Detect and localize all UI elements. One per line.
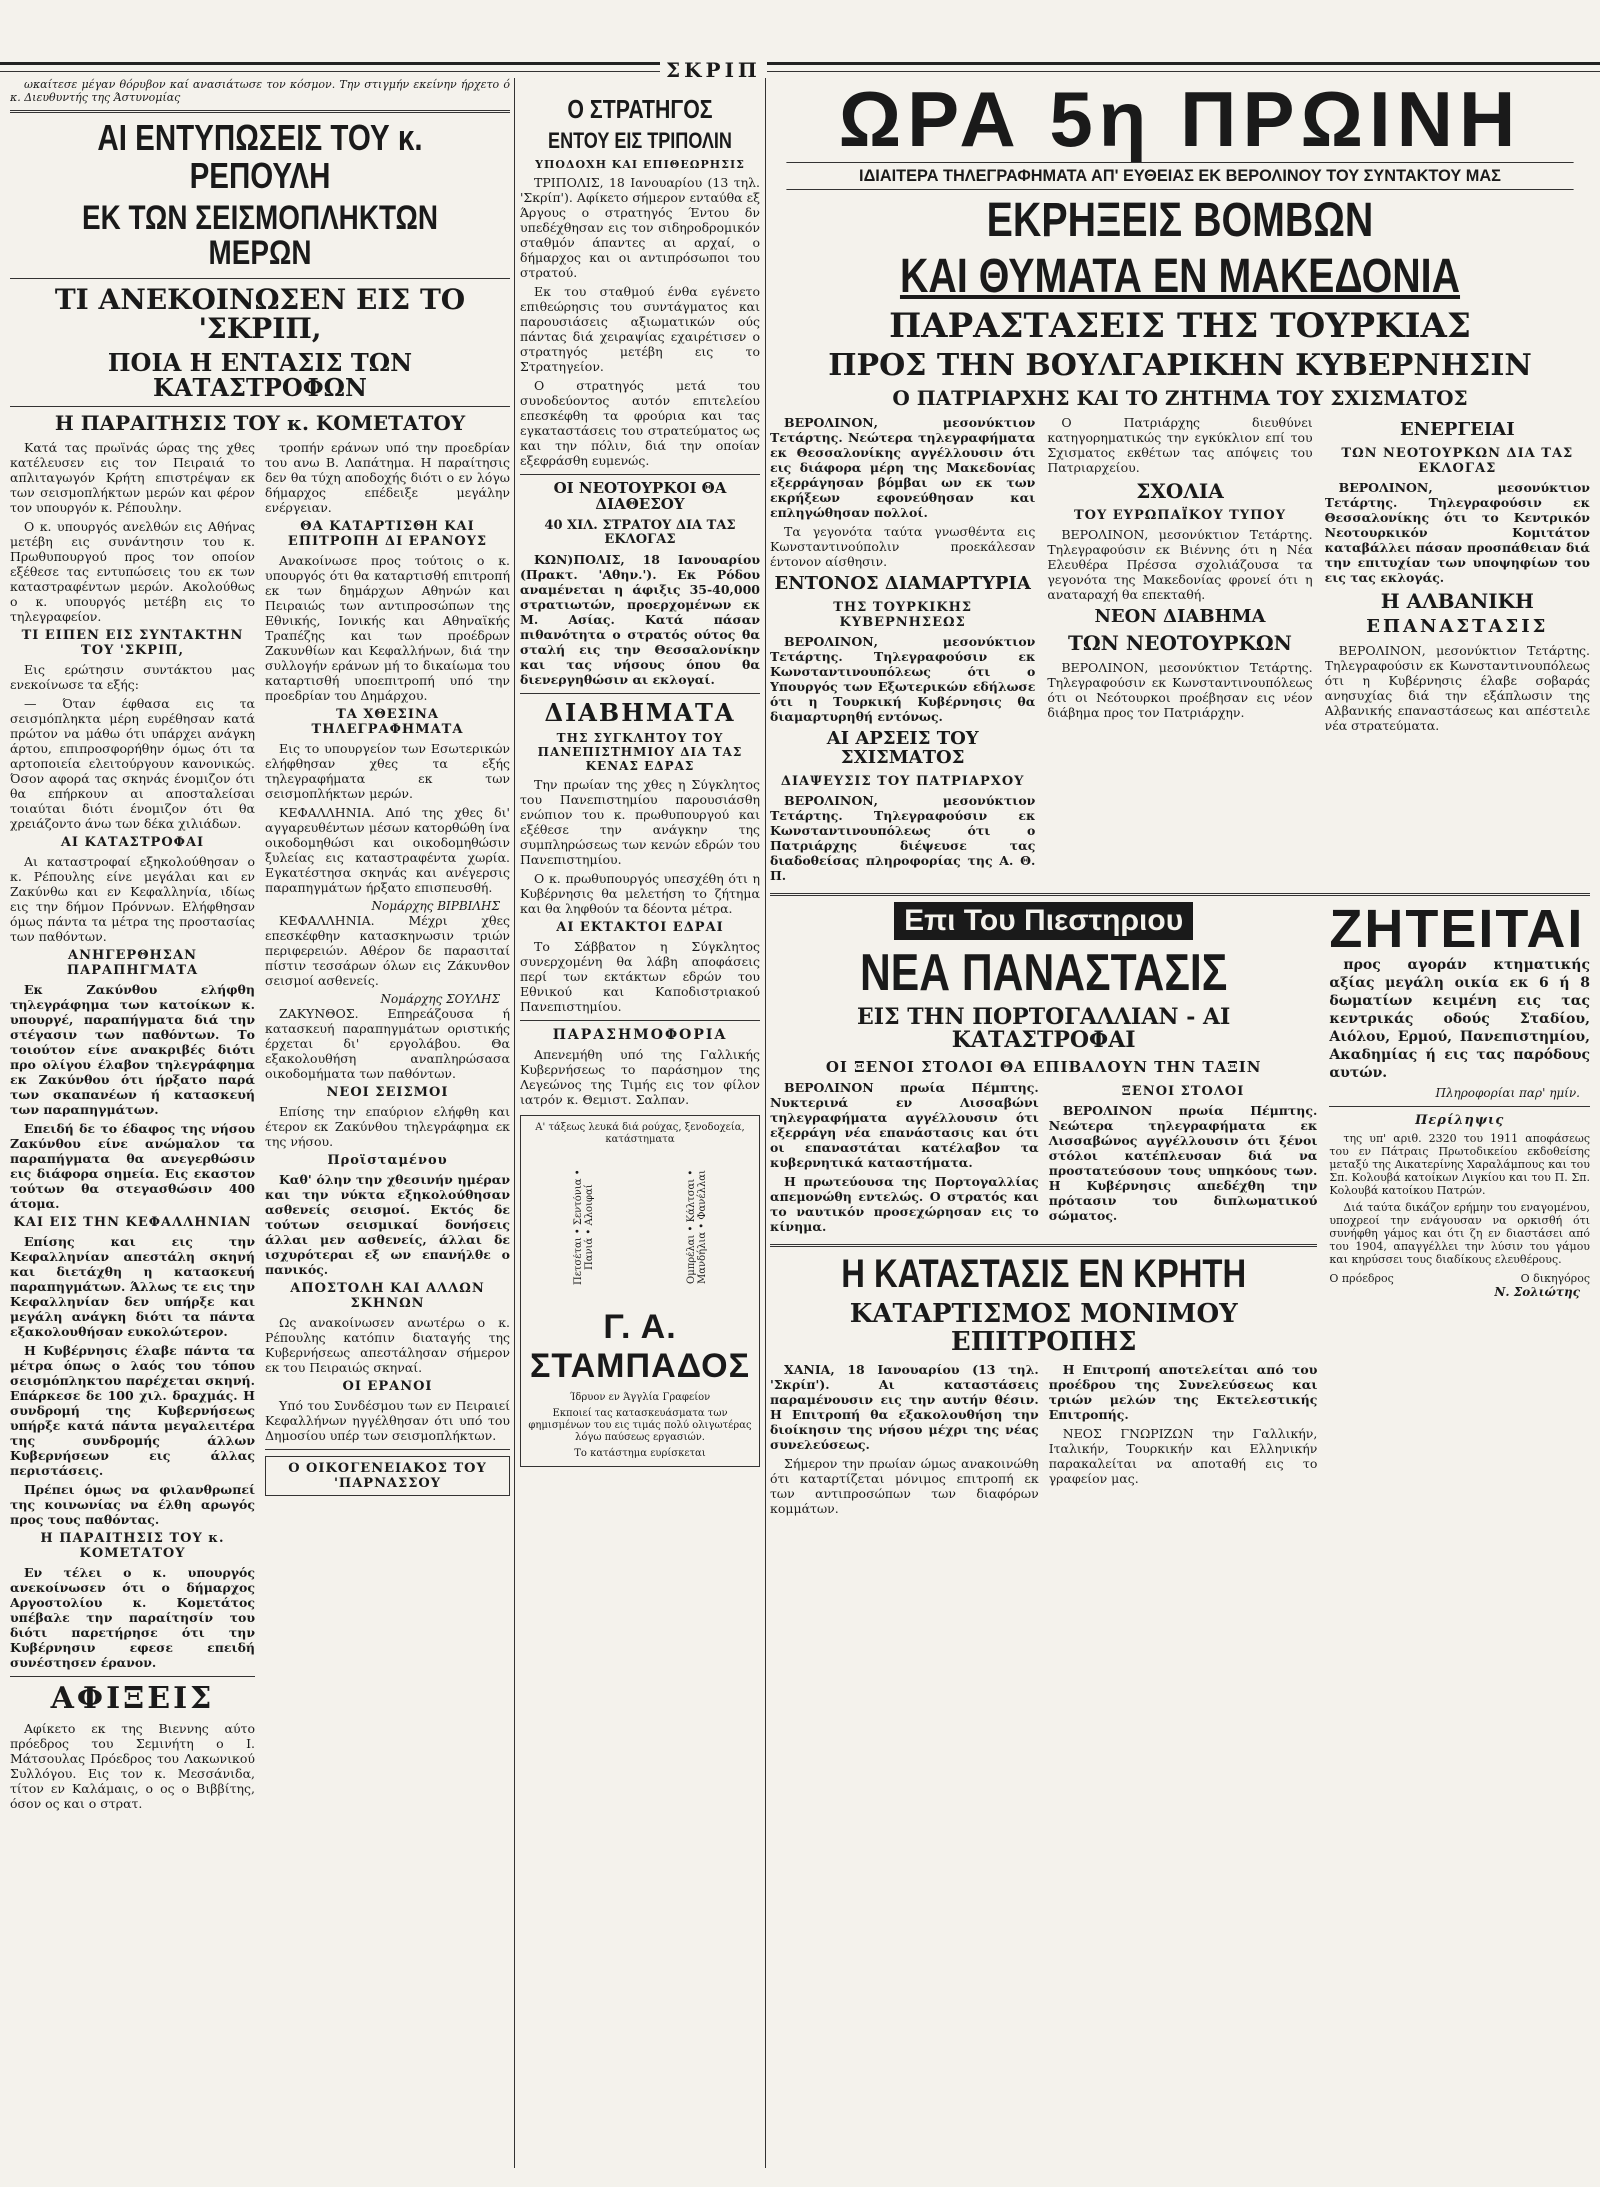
paragraph: Καθ' όλην την χθεσινήν ημέραν και την νύκτα εξηκολούθησαν ασθενείς σεισμοί. Εκτός δε τούτων σεισμικαί δονήσεις άλλαι μεν ασθενείς, άλλαι δε ισχυρότεραι εξ ων επανήλθε ο πανικός. bbox=[265, 1172, 510, 1278]
subheading: ΑΠΟΣΤΟΛΗ ΚΑΙ ΑΛΛΩΝ ΣΚΗΝΩΝ bbox=[290, 1281, 485, 1312]
signature-lawyer: Ο δικηγόρος bbox=[1520, 1271, 1590, 1285]
masthead-title: ΣΚΡΙΠ bbox=[660, 58, 767, 82]
paragraph: Ο κ. πρωθυπουργός υπεσχέθη ότι η Κυβέρνησις θα μελετήση το ζήτημα και θα ληφθούν τα δέοντα μέτρα. bbox=[520, 871, 760, 917]
crete-a bbox=[770, 1362, 1039, 1520]
summary-signatures bbox=[1329, 1272, 1590, 1285]
subheading: ΑΙ ΕΚΤΑΚΤΟΙ ΕΔΡΑΙ bbox=[556, 920, 724, 936]
paragraph: Ανακοίνωσε προς τούτοις ο κ. υπουργός ότι θα καταρτισθή επιτροπή εκ των δημάρχων Αθηνών και Πειραιώς των αντιπροσώπων της Εθνικής, Ιονικής και Αθηναϊκής Τραπέζης και των προέδρων Ζακυνθίων και Κεφαλλήνων, διά την συλλογήν εράνων μή το δικαίωμα του καταρτισθή υποεπιτροπή υπό την προεδρίαν του Δημάρχου. bbox=[265, 553, 510, 704]
box-heading: Ο ΟΙΚΟΓΕΝΕΙΑΚΟΣ ΤΟΥ 'ΠΑΡΝΑΣΣΟΥ bbox=[265, 1456, 510, 1496]
crete-columns bbox=[770, 1362, 1317, 1520]
divider bbox=[10, 278, 510, 279]
ad-name: Γ. Α. ΣΤΑΜΠΑΔΟΣ bbox=[529, 1308, 750, 1386]
telegram-band: ΙΔΙΑΙΤΕΡΑ ΤΗΛΕΓΡΑΦΗΜΑΤΑ ΑΠ' ΕΥΘΕΙΑΣ ΕΚ ΒΕΡΟΛΙΝΟΥ ΤΟΥ ΣΥΝΤΑΚΤΟΥ ΜΑΣ bbox=[786, 162, 1573, 190]
paragraph: Την πρωίαν της χθες η Σύγκλητος του Πανεπιστημίου παρουσιάσθη ενώπιον του κ. πρωθυπουργού και εξέθεσε την ανάγκην της συμπληρώσεως των κενών εδρών του Πανεπιστημίου. bbox=[520, 777, 760, 868]
right-inner-columns bbox=[770, 415, 1590, 887]
right-headline-7: ΕΙΣ ΤΗΝ ΠΟΡΤΟΓΑΛΛΙΑΝ - ΑΙ ΚΑΤΑΣΤΡΟΦΑΙ bbox=[857, 1004, 1231, 1054]
middle-headline-1: Ο ΣΤΡΑΤΗΓΟΣ bbox=[567, 94, 713, 124]
paragraph: ΒΕΡΟΛΙΝΟΝ, μεσονύκτιον Τετάρτης. Τηλεγραφούσιν εκ Κωνσταντινουπόλεως ότι η Κυβέρνησις έλαβε σοβαράς ανησυχίας διά την εξάπλωσιν της Αλβανικής επαναστάσεως και απέστειλε νέα στρατεύματα. bbox=[1324, 642, 1590, 733]
paragraph: ΒΕΡΟΛΙΝΟΝ πρωία Πέμπτης. Νυκτερινά εν Λισσαβώνι τηλεγραφήματα αγγέλλουσιν ότι εξερράγη νέα επανάστασις και ότι οι επαναστάται κατέλαβον τα κυβερνητικά καταστήματα. bbox=[770, 1080, 1039, 1171]
paragraph: Αφίκετο εκ της Βιεννης αύτο πρόεδρος του Σεμινήτη ο Ι. Μάτσουλας Πρόεδρος του Λακωνικού Συλλόγου. Εις τον κ. Μεσσάνιδα, τίτον εν Καλάμαις, ο ος ο Βιββίτης, όσον ος και ο στρατ. bbox=[10, 1720, 255, 1811]
press-pill-wrap bbox=[770, 902, 1317, 940]
paragraph: Εν τέλει ο κ. υπουργός ανεκοίνωσεν ότι ο δήμαρχος Αργοστολίου κ. Κομετάτος υπέβαλε την παραίτησίν του διότι παρετήρησε ότι την Κυβέρνησιν εφεσε επειδή συνέστησεν έρανον. bbox=[10, 1565, 255, 1671]
subhead: ΤΩΝ ΝΕΟΤΟΥΡΚΩΝ bbox=[1068, 630, 1292, 655]
subheading: ΟΙ ΕΡΑΝΟΙ bbox=[342, 1379, 433, 1395]
right-headline-8: ΟΙ ΞΕΝΟΙ ΣΤΟΛΟΙ ΘΑ ΕΠΙΒΑΛΟΥΝ ΤΗΝ ΤΑΞΙΝ bbox=[825, 1058, 1262, 1077]
right-headline-3: ΠΑΡΑΣΤΑΣΕΙΣ ΤΗΣ ΤΟΥΡΚΙΑΣ bbox=[889, 305, 1471, 346]
middle-headline-6: ΠΑΡΑΣΗΜΟΦΟΡΙΑ bbox=[552, 1027, 728, 1044]
signature: Νομάρχης ΒΙΡΒΙΛΗΣ bbox=[371, 899, 500, 914]
subhead: ΕΝΤΟΝΟΣ ΔΙΑΜΑΡΤΥΡΙΑ bbox=[774, 572, 1031, 594]
divider bbox=[10, 406, 510, 407]
summary-title: Περίληψις bbox=[1415, 1112, 1505, 1128]
ad-columns bbox=[527, 1152, 753, 1302]
paragraph: Απενεμήθη υπό της Γαλλικής Κυβερνήσεως το παράσημον της Λεγεώνος της Τιμής εις τον φίλον ιατρόν κ. Θεμιστ. Σαλπαν. bbox=[520, 1047, 760, 1108]
middle-headline-5: ΔΙΑΒΗΜΑΤΑ bbox=[544, 698, 736, 728]
middle-subheadline: ΥΠΟΔΟΧΗ ΚΑΙ ΕΠΙΘΕΩΡΗΣΙΣ bbox=[535, 158, 745, 172]
subhead: ΕΝΕΡΓΕΙΑΙ bbox=[1399, 418, 1515, 440]
paragraph: Αι καταστροφαί εξηκολούθησαν ο κ. Ρέπουλης είνε μεγάλαι και εν Ζακύνθω και εν Κεφαλληνία, ιδίως εις την δήμον Πρόννων. Ελήφθησαν όμως πάντα τα μέτρα της προστασίας των παθόντων. bbox=[10, 854, 255, 945]
portugal-columns bbox=[770, 1080, 1317, 1238]
paragraph: — Όταν έφθασα εις τα σεισμόπληκτα μέρη ευρέθησαν κατά πρώτον να μάθω ότι υπάρχει ανάγκη άρτου, επιπροσφορήθην όμως ότι τα αρτοποιεία ελειτούργουν κανονικώς. Όσον αφορά τας σκηνάς ένομιζον ότι θα επήρκουν αι αποσταλείσαι τοιαύται διότι ένομιζον ότι θα χρειάζοντο άνω των δέκα χιλιάδων. bbox=[10, 696, 255, 832]
left-headline-4: ΠΟΙΑ Η ΕΝΤΑΣΙΣ ΤΩΝ ΚΑΤΑΣΤΡΟΦΩΝ bbox=[107, 347, 413, 402]
subhead: Η ΑΛΒΑΝΙΚΗ bbox=[1380, 588, 1534, 613]
ad-list: Ομπρέλαι • Κάλτσαι • Μανδήλια • Φανέλλαι bbox=[685, 1170, 708, 1285]
paragraph: ΒΕΡΟΛΙΝΟΝ πρωία Πέμπτης. Νεώτερα τηλεγραφήματα εκ Λισσαβώνος αγγέλλουσιν ότι ξένοι στόλοι κατέπλευσαν διά να προστατεύσουν τους υπηκόους των. Η Κυβέρνησις απεδέχθη την πρότασιν του διπλωματικού σώματος. bbox=[1048, 1103, 1318, 1224]
portugal-a bbox=[770, 1080, 1039, 1238]
left-headline-1: ΑΙ ΕΝΤΥΠΩΣΕΙΣ ΤΟΥ κ. ΡΕΠΟΥΛΗ bbox=[97, 117, 423, 196]
ad-sub: Ίδρυον εν Άγγλία Γραφείον bbox=[569, 1392, 711, 1404]
paragraph: ΒΕΡΟΛΙΝΟΝ, μεσονύκτιον Τετάρτης. Τηλεγραφούσιν εκ Θεσσαλονίκης ότι το Κεντρικόν Νεοτουρκικόν Κομιτάτον καταβάλλει πάσαν προσπάθειαν διά την επιτυχίαν των υποψηφίων του εις τας εκλογάς. bbox=[1324, 479, 1590, 585]
paragraph: Σήμερον την πρωίαν ώμως ανακοινώθη ότι καταρτίζεται μόνιμος επιτροπή εκ των αντιπροσώπων των διαφόρων κομμάτων. bbox=[770, 1456, 1039, 1517]
ad-list: Πετσέται • Σεντόνια • Πανιά • Αλοιφαί bbox=[572, 1169, 595, 1286]
subheading: Προϊσταμένου bbox=[327, 1153, 448, 1169]
paragraph: ΒΕΡΟΛΙΝΟΝ, μεσονύκτιον Τετάρτης. Τηλεγραφούσιν εκ Βιέννης ότι η Νέα Ελευθέρα Πρέσσα σχολιάζουσα τα γεγονότα της Μακεδονίας φρονεί ότι η αναταραχή θα επεκταθή. bbox=[1047, 526, 1313, 602]
paragraph: ΚΕΦΑΛΛΗΝΙΑ. Μέχρι χθες επεσκέφθην κατασκηνωσιν τριών περιφερειών. Αθέρον δε παρασιταί πίστιν τεσσάρων όλων εις Ζάκυνθον σεισμοί ασθενείς. bbox=[265, 913, 510, 989]
right-subcol-a bbox=[770, 415, 1035, 887]
paragraph: Εις ερώτησιν συντάκτου μας ενεκοίνωσε τα εξής: bbox=[10, 662, 255, 693]
subhead: ΤΟΥ ΕΥΡΩΠΑΪΚΟΥ ΤΥΠΟΥ bbox=[1073, 507, 1287, 523]
left-column bbox=[10, 78, 510, 2178]
paragraph: Ο κ. υπουργός ανελθών εις Αθήνας μετέβη εις συνάντησιν του κ. Πρωθυπουργού προς τον οποίον εξέθεσε τας εντυπώσεις του εκ των καταστραφέντων μερών. Ακολούθως ο κ. υπουργός μετέβη εις το τηλεγραφείον. bbox=[10, 519, 255, 625]
right-lower bbox=[770, 902, 1590, 1520]
paragraph: Επίσης την επαύριον ελήφθη και έτερον εκ Ζακύνθου τηλεγράφημα εκ της νήσου. bbox=[265, 1104, 510, 1150]
subheading: ΞΕΝΟΙ ΣΤΟΛΟΙ bbox=[1121, 1084, 1245, 1100]
paragraph: ΒΕΡΟΛΙΝΟΝ, μεσονύκτιον Τετάρτης. Τηλεγραφούσιν εκ Κωνσταντινουπόλεως ότι ο Πατριάρχης διέψευσε τας διαδοθείσας πληροφορίας της Α. Θ. Π. bbox=[770, 792, 1036, 883]
left-article-body bbox=[10, 440, 510, 1815]
divider bbox=[10, 110, 510, 113]
wanted-ad bbox=[1329, 901, 1590, 959]
subhead: ΑΙ ΑΡΣΕΙΣ ΤΟΥ ΣΧΙΣΜΑΤΟΣ bbox=[826, 727, 979, 768]
paragraph: Εις το υπουργείον των Εσωτερικών ελήφθησαν χθες τα εξής τηλεγραφήματα εκ των σεισμοπλήκτων μερών. bbox=[265, 741, 510, 802]
masthead-rule bbox=[0, 62, 1600, 72]
divider bbox=[770, 893, 1590, 896]
arrivals-heading: ΑΦΙΞΕΙΣ bbox=[50, 1681, 215, 1717]
paragraph: Η πρωτεύουσα της Πορτογαλλίας απεμονώθη εντελώς. Ο στρατός και το ναυτικόν προσεχώρησαν εις το κίνημα. bbox=[770, 1174, 1039, 1235]
subheading: ΤΑ ΧΘΕΣΙΝΑ ΤΗΛΕΓΡΑΦΗΜΑΤΑ bbox=[311, 707, 464, 738]
paragraph: ΚΩΝ)ΠΟΛΙΣ, 18 Ιανουαρίου (Πρακτ. 'Αθην.'). Εκ Ρόδου αναμένεται η άφιξις 35-40,000 στρατιωτών, προερχομένων εκ Μ. Ασίας. Κατά πάσαν πιθανότητα ο στρατός ούτος θα σταλή εις την Θεσσαλονίκην και τας νήσους όπου θα διενεργηθώσιν αι εκλογαί. bbox=[520, 552, 760, 688]
paragraph: Ο στρατηγός μετά του συνοδεύοντος αυτόν επιτελείου επεσκέφθη τα φρούρια και τας εγκαταστάσεις του στρατεύματος ως και την πόλιν, διά την οποίαν εξεφράσθη ευμενώς. bbox=[520, 378, 760, 469]
paragraph: Υπό του Συνδέσμου των εν Πειραιεί Κεφαλλήνων ηγγέλθησαν ότι υπό του Δημοσίου υπέρ των σεισμοπλήκτων. bbox=[265, 1398, 510, 1444]
crete-b bbox=[1049, 1362, 1318, 1520]
subhead: ΣΧΟΛΙΑ bbox=[1136, 478, 1224, 503]
paragraph: τροπήν εράνων υπό την προεδρίαν του ανω Β. Λαπάτημα. Η παραίτησις δεν θα τύχη αποδοχής διότι ο εν λόγω δήμαρχος επέδειξε μεγάλην ενέργειαν. bbox=[265, 440, 510, 516]
paragraph: Η Κυβέρνησις έλαβε πάντα τα μέτρα όπως ο λαός του τόπου σεισμόπληκτου παρέχεται σκηνή. Επάρκεσε δε 100 χιλ. δραχμάς. Η συνδρομή της Κυβερνήσεως υπήρξε κατά πάντα μεγαλειτέρα της συνδρομής άλλων Κυβερνήσεων εις άλλας περιστάσεις. bbox=[10, 1343, 255, 1479]
middle-column bbox=[520, 78, 760, 2178]
subhead: ΔΙΑΨΕΥΣΙΣ ΤΟΥ ΠΑΤΡΙΑΡΧΟΥ bbox=[780, 773, 1025, 789]
paragraph: Η Επιτροπή αποτελείται από του προέδρου της Συνελεύσεως και τριών μελών της Εκτελεστικής Επιτροπής. bbox=[1048, 1362, 1318, 1423]
signature: Νομάρχης ΣΟΥΛΗΣ bbox=[380, 992, 500, 1007]
hour-headline: ΩΡΑ 5η ΠΡΩΙΝΗ bbox=[838, 78, 1522, 163]
portugal-b bbox=[1049, 1080, 1318, 1238]
subheading: ΑΙ ΚΑΤΑΣΤΡΟΦΑΙ bbox=[60, 835, 205, 851]
middle-headline-3: ΟΙ ΝΕΟΤΟΥΡΚΟΙ ΘΑ ΔΙΑΘΕΣΟΥ bbox=[553, 479, 727, 514]
divider bbox=[1329, 1106, 1590, 1107]
right-headline-9: Η ΚΑΤΑΣΤΑΣΙΣ ΕΝ ΚΡΗΤΗ bbox=[841, 1252, 1247, 1297]
subhead: ΕΠΑΝΑΣΤΑΣΙΣ bbox=[1366, 615, 1549, 637]
subhead: ΤΗΣ ΤΟΥΡΚΙΚΗΣ ΚΥΒΕΡΝΗΣΕΩΣ bbox=[833, 599, 973, 630]
right-headline-1: ΕΚΡΗΞΕΙΣ ΒΟΜΒΩΝ bbox=[986, 194, 1374, 247]
paragraph: Εκ του σταθμού ένθα εγένετο επιθεώρησις του συντάγματος και παρουσιάσεις αξιωματικών ούς πάντας διά χειραψίας εχαιρέτισεν ο στρατηγός μετέβη εις το Στρατηγείον. bbox=[520, 284, 760, 375]
paragraph: Το Σάββατον η Σύγκλητος συνερχομένη θα λάβη αποφάσεις περί των εκτάκτων εδρών του Εθνικού και Καποδιστριακού Πανεπιστημίου. bbox=[520, 939, 760, 1015]
summary-text: Διά ταύτα δικάζον ερήμην του εναγομένου, υποχρεοί την ενάγουσαν να ορκισθή ότι συνήφθη γάμος και ότι ζη εν διαστάσει από του 1904, απαγγέλλει την λύσιν του γάμου και κηρύσσει τους διαδίκους ελευθέρους. bbox=[1329, 1200, 1590, 1266]
classified-block bbox=[1329, 902, 1590, 1520]
left-headline-5: Η ΠΑΡΑΙΤΗΣΙΣ ΤΟΥ κ. ΚΟΜΕΤΑΤΟΥ bbox=[54, 411, 466, 436]
paragraph: Ο Πατριάρχης διευθύνει κατηγορηματικώς την εγκύκλιον επί του Σχισματος εκθέτων τας απόψεις του Πατριαρχείου. bbox=[1047, 414, 1313, 475]
right-headline-2: ΚΑΙ ΘΥΜΑΤΑ ΕΝ ΜΑΚΕΔΟΝΙΑ bbox=[899, 250, 1461, 304]
paragraph: Εκ Ζακύνθου ελήφθη τηλεγράφημα των κατοίκων κ. υπουργέ, παραπήγματα διά την στέγασιν των παθόντων. Το τοιούτον είνε ανακριβές διότι προ ολίγου έλαβον τηλεγράφημα εκ Ζακύνθου ότι ήρξατο παρά των σκαπανέων ή κατασκευή των παραπηγμάτων. bbox=[10, 982, 255, 1118]
paragraph: ΤΡΙΠΟΛΙΣ, 18 Ιανουαρίου (13 τηλ. 'Σκρίπ'). Αφίκετο σήμερον ενταύθα εξ Άργους ο στρατηγός Έντου δν υπεδέχθησαν εις τον σιδηροδρομικόν σταθμόν άπαντες αι αρχαί, ο δήμαρχος και οι αντιπρόσωποι του στρατού. bbox=[520, 175, 760, 281]
divider bbox=[520, 693, 760, 694]
paragraph: ΒΕΡΟΛΙΝΟΝ, μεσονύκτιον Τετάρτης. Τηλεγραφούσιν εκ Κωνσταντινουπόλεως ότι οι Νεότουρκοι προέβησαν εις νέον διάβημα προς τον Πατριάρχην. bbox=[1047, 659, 1313, 720]
subhead: ΝΕΟΝ ΔΙΑΒΗΜΑ bbox=[1094, 605, 1266, 627]
right-headline-10: ΚΑΤΑΡΤΙΣΜΟΣ ΜΟΝΙΜΟΥ ΕΠΙΤΡΟΠΗΣ bbox=[849, 1299, 1238, 1357]
left-headline-3: ΤΙ ΑΝΕΚΟΙΝΩΣΕΝ ΕΙΣ ΤΟ 'ΣΚΡΙΠ, bbox=[54, 282, 466, 346]
paragraph: ΧΑΝΙΑ, 18 Ιανουαρίου (13 τηλ. 'Σκρίπ'). Αι καταστάσεις παραμένουσιν εις την αυτήν θέσιν. Η Επιτροπή θα εξακολουθήση την διοίκησιν της νήσου μέχρι της νέας συνελεύσεως. bbox=[770, 1362, 1039, 1453]
right-headline-5: Ο ΠΑΤΡΙΑΡΧΗΣ ΚΑΙ ΤΟ ΖΗΤΗΜΑ ΤΟΥ ΣΧΙΣΜΑΤΟΣ bbox=[892, 385, 1468, 410]
paragraph: Επειδή δε το έδαφος της νήσου Ζακύνθου είνε ανώμαλον τα παραπήγματα θα ανεγερθώσιν εις διάφορα σημεία. Εις εκαστον τούτων θα στεγασθώσιν 400 άτομα. bbox=[10, 1121, 255, 1212]
middle-subheadline: ΤΗΣ ΣΥΓΚΛΗΤΟΥ ΤΟΥ ΠΑΝΕΠΙΣΤΗΜΙΟΥ ΔΙΑ ΤΑΣ ΚΕΝΑΣ ΕΔΡΑΣ bbox=[537, 731, 743, 774]
right-block bbox=[770, 78, 1590, 2178]
paragraph: ΖΑΚΥΝΘΟΣ. Επηρεάζουσα ή κατασκευή παραπηγμάτων οριστικής έρχεται δι' εργολάβου. Θα εξακολουθήση αναπληρώσασα οικοδομήματα των παθόντων. bbox=[265, 1006, 510, 1082]
divider bbox=[770, 1244, 1317, 1247]
right-subcol-b bbox=[1047, 415, 1312, 887]
subheading: ΤΙ ΕΙΠΕΝ ΕΙΣ ΣΥΝΤΑΚΤΗΝ ΤΟΥ 'ΣΚΡΙΠ, bbox=[21, 628, 244, 659]
paragraph: Τα γεγονότα ταύτα γνωσθέντα εις Κωνσταντινούπολιν προεκάλεσαν έντονον αίσθησιν. bbox=[770, 523, 1036, 569]
ad-address: Το κατάστημα ευρίσκεται bbox=[574, 1448, 706, 1460]
middle-headline-4: 40 ΧΙΛ. ΣΤΡΑΤΟΥ ΔΙΑ ΤΑΣ ΕΚΛΟΓΑΣ bbox=[544, 517, 736, 547]
wanted-info: Πληροφορίαι παρ' ημίν. bbox=[1435, 1085, 1580, 1100]
subheading: ΑΝΗΓΕΡΘΗΣΑΝ ΠΑΡΑΠΗΓΜΑΤΑ bbox=[66, 948, 199, 979]
press-block bbox=[770, 902, 1317, 1520]
paragraph: Κατά τας πρωϊνάς ώρας της χθες κατέλευσεν εις τον Πειραιά το απλιταγωγόν Κρήτη επιστρέψαν εκ των σεισμοπλήκτων μερών και φέρον τον υπουργόν κ. Ρέπουλην. bbox=[10, 440, 255, 516]
right-subcol-c bbox=[1325, 415, 1590, 887]
right-headline-4: ΠΡΟΣ ΤΗΝ ΒΟΥΛΓΑΡΙΚΗΝ ΚΥΒΕΡΝΗΣΙΝ bbox=[828, 348, 1532, 384]
press-pill: Επι Του Πιεστηριου bbox=[894, 902, 1193, 940]
column-divider bbox=[514, 78, 515, 2168]
subheading: ΝΕΟΙ ΣΕΙΣΜΟΙ bbox=[326, 1085, 449, 1101]
ad-body: Εκποιεί τας κατασκευάσματα των φημισμένων του εις τιμάς πολύ ολιγωτέρας λόγω παύσεως εργασιών. bbox=[528, 1408, 752, 1444]
subheading: ΚΑΙ ΕΙΣ ΤΗΝ ΚΕΦΑΛΛΗΝΙΑΝ bbox=[13, 1215, 252, 1231]
paragraph: Ως ανακοίνωσεν ανωτέρω ο κ. Ρέπουλης κατόπιν διαταγής της Κυβερνήσεως απεστάλησαν σήμερον εκ του Πειραιώς σκηναί. bbox=[265, 1315, 510, 1376]
ad-lead: Α' τάξεως λευκά διά ρούχας, ξενοδοχεία, κατάστηματα bbox=[535, 1122, 745, 1146]
subheading: Η ΠΑΡΑΙΤΗΣΙΣ ΤΟΥ κ. ΚΟΜΕΤΑΤΟΥ bbox=[40, 1531, 225, 1562]
left-headline-2: ΕΚ ΤΩΝ ΣΕΙΣΜΟΠΛΗΚΤΩΝ ΜΕΡΩΝ bbox=[82, 198, 438, 273]
wanted-text: προς αγοράν κτηματικής αξίας μεγάλη οικία εκ 6 ή 8 δωματίων κειμένη εις τας κεντρικάς οδούς Σταδίου, Αιόλου, Ερμού, Πανεπιστημίου, Ακαδημίας ή εις τας παρόδους αυτών. bbox=[1329, 956, 1590, 1081]
divider bbox=[10, 1676, 255, 1677]
paragraph: Επίσης και εις την Κεφαλληνίαν απεστάλη σκηνή και διετάχθη η κατασκευή παραπηγμάτων. Άλλως τε εις την Κεφαλληνίαν δεν υπήρξε και μεγάλη ανάγκη διότι τα πάντα εξακολουθήσαν ευκολώτερον. bbox=[10, 1234, 255, 1340]
summary-text: της υπ' αριθ. 2320 του 1911 αποφάσεως του εν Πάτραις Πρωτοδικείου εκδοθείσης μεταξύ της Αικατερίνης Χαραλάμπους και του Σπ. Κολουβά κατοίκων Λιγκίου και του Π. Σπ. Κολουβά κατοίκου Πατρών. bbox=[1329, 1131, 1590, 1197]
divider bbox=[520, 1020, 760, 1021]
column-divider bbox=[765, 78, 766, 2168]
paragraph: ΒΕΡΟΛΙΝΟΝ, μεσονύκτιον Τετάρτης. Τηλεγραφούσιν εκ Κωνσταντινουπόλεως ότι ο Υπουργός των Εξωτερικών εδήλωσε ότι η Τουρκική Κυβέρνησις θα διαμαρτυρηθή εντόνως. bbox=[770, 633, 1036, 724]
divider bbox=[520, 474, 760, 475]
advertisement bbox=[520, 1115, 760, 1467]
signature-president: Ο πρόεδρος bbox=[1329, 1271, 1394, 1285]
left-subcol-b bbox=[265, 440, 510, 1815]
paragraph: Πρέπει όμως να φιλανθρωπεί της κοινωνίας να έλθη αρωγός προς τους παθόντας. bbox=[10, 1482, 255, 1528]
lawyer-name: Ν. Σολιώτης bbox=[1494, 1284, 1580, 1299]
paragraph: ΚΕΦΑΛΛΗΝΙΑ. Από της χθες δι' αγγαρευθέντων μέσων κατορθώθη ίνα οικοδομηθώσι και οικοδομηθώσιν ξυλείας εις καταστραφέντα χωρία. Εγκατέστησα σκηνάς και ανέγερσις παραπηγμάτων ήρξατο επισπευσθή. bbox=[265, 805, 510, 896]
top-scrap: ωκαίτεσε μέγαν θόρυβον καί ανασιάτωσε τον κόσμον. Την στιγμήν εκείνην ήρχετο ό κ. Διευθυντής της Άστυνομίας bbox=[10, 78, 510, 104]
subhead: ΤΩΝ ΝΕΟΤΟΥΡΚΩΝ ΔΙΑ ΤΑΣ ΕΚΛΟΓΑΣ bbox=[1341, 445, 1574, 476]
right-headline-6: ΝΕΑ ΠΑΝΑΣΤΑΣΙΣ bbox=[860, 943, 1228, 1002]
divider bbox=[265, 1449, 510, 1450]
left-subcol-a bbox=[10, 440, 255, 1815]
middle-headline-2: ΕΝΤΟΥ ΕΙΣ ΤΡΙΠΟΛΙΝ bbox=[548, 128, 732, 154]
subheading: ΘΑ ΚΑΤΑΡΤΙΣΘΗ ΚΑΙ ΕΠΙΤΡΟΠΗ ΔΙ ΕΡΑΝΟΥΣ bbox=[287, 519, 488, 550]
paragraph: ΝΕΟΣ ΓΝΩΡΙΖΩΝ την Γαλλικήν, Ιταλικήν, Τουρκικήν και Ελληνικήν παρακαλείται να αποταθή εις το γραφείον μας. bbox=[1048, 1426, 1318, 1487]
paragraph: ΒΕΡΟΛΙΝΟΝ, μεσονύκτιον Τετάρτης. Νεώτερα τηλεγραφήματα εκ Θεσσαλονίκης αγγέλλουσιν ότι εις διάφορα μέρη της Μακεδονίας εξερράγησαν βόμβαι ων εκ των εκρήξεων εφονεύθησαν και επληγώθησαν πολλοί. bbox=[770, 414, 1036, 520]
wanted-title: ΖΗΤΕΙΤΑΙ bbox=[1329, 901, 1585, 959]
